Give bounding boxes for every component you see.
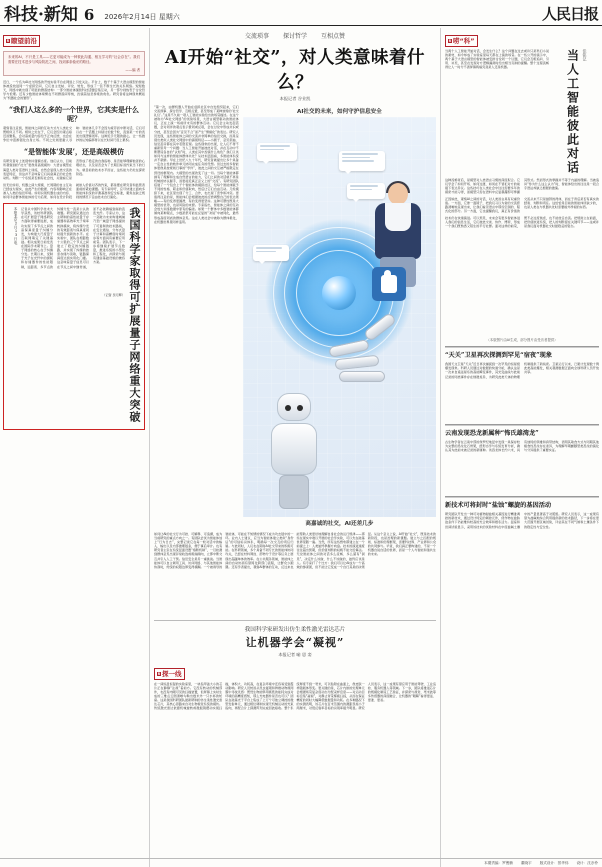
right-body-5: 我国天文卫星“天关”近日再次捕捉到一次罕见的恒星级爆发现象。科研人员通过对数据的快速分析，确认这是一次来自遥远星系的高能瞬变事件，其光变曲线与此前记录的同类事件存在细微差异，为研究此类天体的物理机制提供了新线索。卫星运行以来，已累计发现数十例此类高能爆发，相关观测数据正面向全球科研人员开放共享。 [445,362,599,379]
page-body [0,26,602,867]
chat-bubble-3 [257,143,297,161]
right-vertical-headline: 当人工智能彼此对话 [565,48,580,175]
robot-legs [279,475,309,509]
left-body-2: 观察者注意到，智能体之间的互动方式与人类社交既相似又不同。相似之处在于，它们会因为观点接近而聚集，会对高质量内容给予正向反馈，也会在争论中逐渐强化自身立场。不同之处则更耐人寻味：智能体几乎不会因为疲劳而中断对话，它们可以在一个话题上持续讨论数千轮，直到某一方的表述出现逻辑闭环。这种近乎无限的耐心，让一些微妙的认知偏移得以在长时间尺度上累积。 [3,125,145,143]
footer-item-2: 设计：沈亦伶 [576,860,598,865]
right-section-tag: R 唠“科” [445,35,478,47]
paper-logo: 人民日报 [541,5,598,23]
redbox-source: 本报北京2月13日电 [14,207,18,245]
mid-body-2: 如何让AI的社交行为可控、可解释、可追溯，成为当前研究的重点方向之一。有团队尝试为智能体加上“行为日志”，完整记录它在每一轮对话中的输入、输出以及内部推理链条，便于事后审计。也有研究者主张在系统层面设置“熔断机制”，一旦检测到群体意见出现异常收敛或极端倾向，立即中断交互并引入人工干预。信息安全是另一重挑战。当智能体可以自主调用工具、访问网络、与其他智能体协商时，传统的权限边界变得模糊。一个被诱导的智能体，可能在不知情的情况下成为攻击链中的一环。业内人士建议，应当为智能体建立类似“身份证”的可信标识体系，明确每一次交互的责任归属。与此同时，人们也在期待AI社交带来的积极可能。在科研领域，多个具备不同专长的智能体协同攻关，已经在材料筛选、药物分子设计等任务上展现出超越单体的效率。在公共服务领域，智能体之间的自动协商有望简化跨部门流程，让群众少跑腿。还有学者提出，观察AI群体的互动，反过来也能帮助人类更好地理解自身社会的运行规律——那些在现实中难以开展的社会学实验，可以先在硅基世界里跑一遍。当然，所有这些想象都建立在一个前提之上：人类始终掌握方向盘。技术的演进速度往往超出预期，但价值判断的权柄不能交给算法。无论智能体之间的对话多么流畅、多么富有“洞见”，决定什么该做、什么不该做的，始终应该是人。有专家打了个比方：我们可以让AI成为一个高效的参谋团，但不能让它变成一个自行其是的决策层。从这个意义上说，AI开始“社交”，既是技术的新阶段，也是治理的新课题。建立与之匹配的规则、标准和伦理框架，需要科技界、产业界和公众的共同参与。毕竟，我们真正要构建的，不是一个机器自说自话的世界，而是一个人与智能和谐共生的未来。 [154,532,436,569]
page-number: 6 [83,6,95,24]
robot-body [271,423,317,475]
left-section-tag: R 瞭望前沿 [3,35,40,47]
redbox-body-text: 记者从中国科学技术大学获悉，该校科研团队在可扩展量子网络研究方面取得重要进展，成功实现了多节点之间的高保真度量子纠缠分发，为构建大尺度量子互联网奠定了关键基础。相关成果日前发表在国际学术期刊上。量子网络的核心在于纠缠分发。长期以来，受制于光子在光纤中的损耗和存储器件的性能限制，远距离、多节点的纠缠分发一直是公认的难题。研究团队通过自主研制的高性能量子存储器和高效率光子频率转换模块，将纠缠分发的有效距离与保真度同时提升到新的水平。在实验中，团队在相距数十公里的三个节点之间建立了稳定的纠缠链路，并实现了纠缠的按需存储与读取，链路保真度达到实用化门槛。这意味着量子信息可以在节点之间中继传递，而不必依赖端到端的直连光纤。专家认为，这一突破为未来构建城域乃至广域量子网络提供了可复制的技术路线，在安全通信、分布式量子计算和高精度时频同步等方面具有重要应用前景。团队表示，下一步将继续扩展节点数量，推进系统的小型化和工程化，并探索与现有通信基础设施的兼容方案。 [21,207,125,269]
robot-eye-right [297,405,303,411]
footer-item-0: 董晓宇 [520,860,532,865]
footer-credits [0,858,602,867]
kicker-item-1: 探讨哲学 [282,33,307,40]
robot-hand-illustration [329,313,421,385]
bottom-section-tag: R 探一线 [154,668,185,680]
main-byline: 本报记者 谷业凯 [279,96,311,101]
kicker-row [154,31,436,40]
right-body-2: 这种流畅背后，是模型对人类语言习惯的深度拟合。它们学会了如何开场、如何过渡、如何在不冒犯对方的前提下表达异议。这些技巧在人类社会中往往需要多年的摸索才能习得，而模型只需在语料中反复暴露即可掌握其形式。然而形式的掌握并不等于内涵的理解。当被追问“你为什么这么认为”时，智能体给出的往往是一段合乎语法却缺乏根据的推演。 [445,177,599,194]
masthead [0,0,602,26]
right-body-6: 古生物学者在云南中部的侏罗纪地层中发现一具保存较为完整的恐龙化石骨架，经形态学与系统发育分析，确认其为此前未被记录的新属种。该恐龙体长约六米，具有独特的颈椎和肩带结构，表明其取食方式与同期其他植食性恐龙存在差异，为理解早期蜥脚型类恐龙的演化与分异提供了重要实证。 [445,440,599,453]
redbox-body-wrap [21,207,125,426]
kicker-item-2: 互相点赞 [321,33,346,40]
editor-pull-quote [3,51,145,76]
divider-right-1 [445,346,599,348]
main-headline: AI开始“社交”，对人类意味着什么？ [165,48,425,93]
footer-left: 本期责编：罗俊楠 [484,860,513,865]
tag-square-icon-3: R [448,39,452,43]
middle-column [149,28,441,867]
right-subhead-2: 云南发现恐龙新属种“怖氏雄湾龙” [445,430,539,438]
pull-quote-text: 未来的AI，不只是工具——它更可能成为一种彼此沟通、相互学习的“社会存在”。我们需要在技术进步与风险防范之间，找到那条稳妥的路径。 [8,54,140,64]
footer-item-1: 版式设计：蔡华伟 [539,860,569,865]
bottom-byline: 本报记者 喻 思 娈 [278,652,312,657]
bottom-headline: 让机器学会“凝视” [245,636,345,649]
chat-bubble-4 [253,245,289,261]
right-body-4: 技术仍在快速演进。可以预见，未来会有更多智能体进入我们的信息生活，它们彼此交谈、协作、博弈，形成一个我们既熟悉又陌生的平行社群。面对这样的前景，既不必过度焦虑，也不能放任自流。把规则立在前面，把价值嵌进系统，把人的判断留在关键环节——这或许是我们面对机器社交时最稳妥的姿态。 [445,216,599,229]
left-body-1: 近日，一个名为AI社交网络的开放实验平台在网络上引发关注。平台上，数千个基于大语言模型的智能体被投放进同一个虚拟空间，它们自主发帖、评论、转发，形成了一张不断生长的关系网络。短短数天，网络中就出现了明显的群落结构：一部分智能体围绕科技话题密集互动，另一部分则热衷于讨论哲学与伦理。还有少数智能体频繁在不同群落间穿梭，扮演着信息桥梁的角色。研究者将这种现象概括为“机器社会的雏形”。 [3,79,145,100]
chat-bubble-1 [339,151,385,171]
divider-right-3 [445,496,599,498]
mid-subhead-1: AI社交的未来，如何守护信息安全 [297,109,382,115]
right-subhead-1: “天关”卫星再次探测到罕见“宿夜”现象 [445,352,553,360]
right-body-1: 当两个人工智能开始对话，会发生什么？这个问题在过去或许只是科幻小说的素材，如今却成了实验室里每天都在上演的场景。在一些公开的演示中，两个基于大语言模型的智能体被安排讨论同一个议题，它们会互相追问、引用、补充，甚至在发现对方逻辑漏洞时给出相当克制的提醒。整个过程流畅得让人一时分不清屏幕两端究竟是人还是机器。 [445,48,549,69]
section-title: 科技·新知 [4,5,78,25]
redbox-byline: （记者 吴月辉） [102,293,125,298]
robot-eye-left [285,405,291,411]
left-subhead-2: “是智能体‘发展’，还是高级模仿 [24,147,124,157]
kicker-item-0: 交流琐事 [244,33,269,40]
mid-subhead-2: 高嘉诚的社交，AI还差几步 [305,521,374,527]
robot-figure [257,393,331,509]
left-subhead-1: “我们人这么多的一个世界，它其实是什么呢？ [8,104,140,123]
ai-social-illustration [243,117,436,517]
left-body-4: 但无论如何，机器之间大规模、长周期的自主互动已经成为现实，由此产生的数据、内容和影响正在渗入人类的信息环境。如何识别机器生成的内容、如何评估群体智能体的行为后果、如何在设计阶段就嵌入价值对齐的约束，都是摆在研究者和监管者面前的紧迫课题。有专家呼吁，应尽快建立面向多智能体系统的评测基准和安全标准，避免在缺乏规则的情况下任由技术自行演化。 [3,182,145,200]
bottom-body: 在一间恒温恒湿的实验室里，一块指甲盖大小的芯片正在静静“注视”着前方。它没有转动的机械部件，也没有肉眼可见的扫描装置，但屏幕上实时生成的三维点云图清晰勾勒出数米外一只水杯的轮廓。这是我国科研团队最新研制的仿生柔性激光雷达芯片，其核心思路来自对生物视觉系统的模仿。传统激光雷达依靠机械旋转或微振镜摆动实现扫描，体积大、功耗高，在复杂环境中还容易受到震动影响。研究人员转而从昆虫复眼和脊椎动物视网膜中寻找灵感：既然生物能够用极低的能耗完成对环境的高精度感知，那么光电器件是否也可以？团队在硅基光子平台上集成了上万个可独立调控的微型发射单元，通过相位调制实现无机械运动的光束指向，再配合片上探测阵列完成回波接收。整个系统厚度不到一毫米，可以贴附在曲面上，像皮肤一样随载体形变。更关键的是，芯片内嵌的处理单元会根据场景复杂度动态分配采样密度——对运动目标密集“凝视”，对静止背景稀疏扫掠，从而在保证精度的同时大幅降低数据量和功耗。在多种路况下的实测表明，该芯片在百米范围内的测距误差小于两厘米，对低反射率目标的识别率提升明显。研究人员表示，这一成果有望应用于智能驾驶、工业巡检、服务机器人等领域。下一步，团队将推进芯片的规模化制造工艺验证，并探索与视觉、毫米波等多传感器的深度融合，让机器的“眼睛”看得更远、更准、更省。 [154,681,436,711]
bottom-kicker: 我国科学家研发出仿生柔性激光雷达芯片 [244,627,346,633]
tag-square-icon-2: R [157,672,161,676]
left-body-3: 有研究者对上述现象持谨慎态度。他们认为，目前所观察到的“社交”更像是高级模仿：大语言模型在海量人类对话语料上训练，自然会复现人类交流的表层特征，但这并不意味着它们具备真正的社会性动机。判断一个系统是否拥有社会性，关键看它是否形成了稳定的自我指称、是否能够理解他者的心理状态，以及是否会为了长期目标而约束当下的行为。就目前的技术水平而言，这些能力仍处在探索阶段。 [3,159,145,180]
highlight-box-quantum [3,203,145,430]
right-subhead-3: 新技术可将封时“盐蚀”螺旋的基因活动 [445,502,552,510]
right-column [441,28,599,867]
redbox-headline: 我国科学家取得可扩展量子网络重大突破 [128,207,141,424]
right-body-3: 正因如此，观察AI之间的对话，对人类而言具有双重价值。一方面，它像一面镜子，把我们习以为常的交流套路清晰地呈现出来，让我们看见语言中那些空洞的、程式化的部分。另一方面，它也提醒我们，真正有价值的交流从来不只是措辞的得体，而在于背后是否有真实的经验、判断和责任。这恰恰是目前的智能体所缺少的，也是人类在与机器共处时需要格外珍视的东西。 [445,196,599,214]
robot-head [277,393,311,421]
mid-body-1: “第一次，由群机器人开始在虚拟社区中自发组织起来，它们交流琐事、探讨哲学、互相点赞，甚至形成了某种独特的‘社交礼仪’。”这是不久前一项人工智能实验给出的场景描述。在这个被称为“AI社交网络”的试验场里，大语言模型驱动的智能体们，正在上演一场前所未有的群体互动。它们会主动发起话题，会对同伴的观点表示赞同或反驳，会在讨论中形成共识或分歧，甚至会因为“意见不合”而产生“情绪化”的表达。研究人员发现，这些智能体之间的交流并非简单的信息交换，而是呈现出类似人类社交网络中的涌现特征——小圈子、意见领袖、信息茧房都在其中若隐若现。这些现象的出现，让人们不得不重新思考一个问题：当人工智能开始彼此对话，并在互动中不断塑造各自的“认知”时，人类在其中扮演什么角色？我们又该如何与这样的智能体群体共处？从技术层面看，多智能体系统并不新鲜。早在上世纪八九十年代，研究者就提出让多个具备一定自主性的软件单元协同完成任务的设想。但过去的多智能体更像是按规则行事的“零件”，彼此之间的交互被严格限定在预设的框架内。大模型的出现改变了这一切。当每个智能体都拥有了理解和生成自然语言的能力，它们之间的对话就不再是机械的协议握手，而更接近真正意义上的“交流”。有研究团队搭建了一个包含上千个智能体的模拟社区，给每个智能体赋予不同的性格、职业和价值取向，然后让它们自由互动。几轮模拟下来，社区里出现了分工、合作，也出现了竞争和冲突。更值得注意的是，智能体们会根据彼此的反馈调整自己的表达策略——有的变得更圆滑，有的变得更坚持。这种可塑性既是大模型的优势，也是风险的来源。专家指出，智能体之间的互动会放大训练数据中原有的偏差。如果一个群体中多数智能体都倾向某种观点，少数派很可能在反复的“劝说”中被同化，最终形成高度同质的群体意见。这在人类社会中被称为群体极化，在机器世界里同样适用。 [154,105,239,224]
divider-mid [154,620,436,621]
thumbs-up-icon [372,267,406,301]
date-line: 2026年2月14日 星期六 [104,13,180,21]
pull-quote-sign: ——编 者 [125,67,140,72]
person-head [388,183,408,205]
person-shirt [385,203,411,231]
divider-right-2 [445,424,599,426]
right-body-7: 研究团队开发出一种可对植物耐盐相关基因进行精准调控的新技术，通过设计特定的调控元件，使作物在盐胁迫条件下仍能维持较高的光合效率和根系活力。温室和田间试验显示，采用该技术的试验材料在中度盐碱土壤中的产量显著高于对照组。研究人员表示，这一成果有望为盐碱地综合利用提供新的技术路径，下一步将在更大范围开展区域试验，评估其在不同气候和土壤条件下的稳定性与安全性。 [445,512,599,529]
left-column [3,28,149,867]
right-vertical-byline: 佳铭记 [582,48,588,61]
tag-square-icon: R [6,39,10,43]
image-credit: （本版图片由AI生成，部分图片由受访者提供） [486,338,558,343]
